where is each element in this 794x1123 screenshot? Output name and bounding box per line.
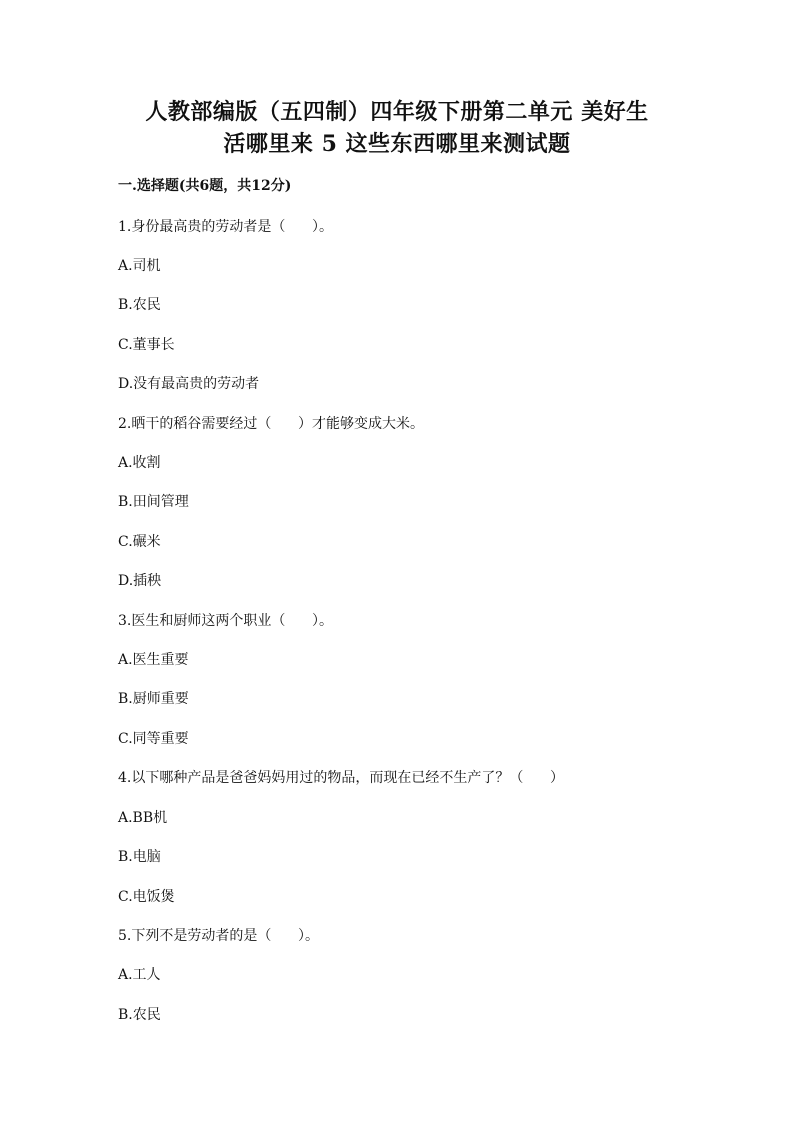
option-5a: A.工人 [118,967,161,983]
option-3b: B.厨师重要 [118,691,189,707]
option-4a: A.BB机 [118,810,168,826]
question-2: 2.晒干的稻谷需要经过（ ）才能够变成大米。 [118,416,425,432]
question-1: 1.身份最高贵的劳动者是（ ）。 [118,219,334,235]
option-2d: D.插秧 [118,573,162,589]
option-1a: A.司机 [118,258,161,274]
option-4c: C.电饭煲 [118,889,175,905]
document-title-line-2: 活哪里来 5 这些东西哪里来测试题 [223,131,571,157]
option-2a: A.收割 [118,455,161,471]
option-1c: C.董事长 [118,337,175,353]
question-4: 4.以下哪种产品是爸爸妈妈用过的物品，而现在已经不生产了？（ ） [118,770,565,786]
option-1d: D.没有最高贵的劳动者 [118,376,260,392]
option-1b: B.农民 [118,297,161,313]
question-3: 3.医生和厨师这两个职业（ ）。 [118,613,334,629]
document-title-line-1: 人教部编版（五四制）四年级下册第二单元 美好生 [145,99,649,125]
option-5b: B.农民 [118,1007,161,1023]
question-5: 5.下列不是劳动者的是（ ）。 [118,928,320,944]
option-3c: C.同等重要 [118,731,189,747]
option-2b: B.田间管理 [118,494,189,510]
option-3a: A.医生重要 [118,652,189,668]
option-4b: B.电脑 [118,849,161,865]
option-2c: C.碾米 [118,534,161,550]
section-heading: 一.选择题(共6题，共12分) [118,178,292,194]
